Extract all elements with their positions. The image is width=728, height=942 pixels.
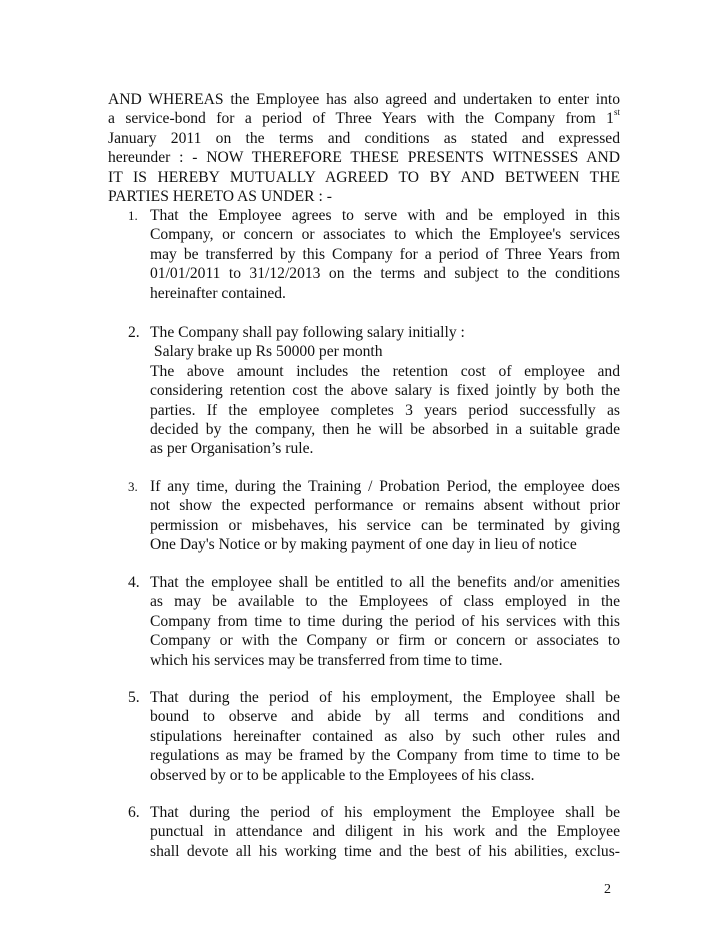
clause-number: 2.	[128, 324, 140, 341]
clause-number: 1.	[128, 208, 138, 223]
intro-paragraph	[108, 90, 620, 206]
clause-text	[150, 688, 620, 785]
clause-line: parties. If the employee completes 3 years period successfully as	[150, 401, 620, 419]
clause-line: regulations as may be framed by the Company from time to time to be	[150, 747, 620, 765]
clause-line: as per Organisation’s rule.	[150, 440, 314, 458]
clause-line: considering retention cost the above salary is fixed jointly by both the	[150, 382, 620, 400]
ordinal-superscript: st	[613, 107, 620, 118]
clause-line: permission or misbehaves, his service can be terminated by giving	[150, 516, 620, 534]
clause-line: The Company shall pay following salary initially :	[150, 324, 465, 341]
clause-line: That the employee shall be entitled to all the benefits and/or amenities	[150, 574, 620, 591]
intro-line: IT IS HEREBY MUTUALLY AGREED TO BY AND BETWEEN THE	[108, 168, 620, 186]
clause-text	[150, 323, 620, 459]
clause-text	[150, 206, 620, 303]
clause-number: 3.	[128, 479, 138, 494]
clause-line: bound to observe and abide by all terms and conditions and	[150, 708, 620, 726]
clause-text	[150, 573, 620, 670]
clause-line: Salary brake up Rs 50000 per month	[150, 343, 383, 361]
intro-line: hereunder : - NOW THEREFORE THESE PRESENTS WITNESSES AND	[108, 149, 620, 167]
clause-line: as may be available to the Employees of class employed in the	[150, 593, 620, 611]
intro-line: January 2011 on the terms and conditions as stated and expressed	[108, 129, 620, 147]
clause-number: 5.	[128, 689, 140, 706]
clause-line: Company, or concern or associates to which the Employee's services	[150, 226, 620, 244]
clause-line: That the Employee agrees to serve with and be employed in this	[150, 207, 620, 224]
page-number: 2	[604, 882, 611, 897]
clause-text	[150, 477, 620, 555]
clause-line: If any time, during the Training / Probation Period, the employee does	[150, 478, 620, 495]
clause-line: which his services may be transferred from time to time.	[150, 651, 503, 669]
clause-line: Company or with the Company or firm or concern or associates to	[150, 632, 620, 650]
clause-line: punctual in attendance and diligent in his work and the Employee	[150, 823, 620, 841]
intro-line: a service-bond for a period of Three Years with the Company from 1st	[108, 107, 620, 128]
clause-line: That during the period of his employment the Employee shall be	[150, 804, 620, 821]
clause-number: 6.	[128, 804, 140, 821]
clause-line: That during the period of his employment, the Employee shall be	[150, 689, 620, 706]
clause-line: decided by the company, then he will be absorbed in a suitable grade	[150, 421, 620, 439]
clause-line: One Day's Notice or by making payment of one day in lieu of notice	[150, 536, 577, 554]
clause-line: not show the expected performance or remains absent without prior	[150, 497, 620, 515]
clause-text	[150, 803, 620, 861]
clause-line: stipulations hereinafter contained as also by such other rules and	[150, 727, 620, 745]
intro-line: AND WHEREAS the Employee has also agreed and undertaken to enter into	[108, 91, 620, 108]
clause-line: may be transferred by this Company for a period of Three Years from	[150, 245, 620, 263]
clause-line: shall devote all his working time and the best of his abilities, exclus-	[150, 842, 620, 860]
clause-line: hereinafter contained.	[150, 284, 286, 302]
clause-line: The above amount includes the retention cost of employee and	[150, 362, 620, 380]
clause-line: observed by or to be applicable to the Employees of his class.	[150, 766, 535, 784]
clause-line: 01/01/2011 to 31/12/2013 on the terms and subject to the conditions	[150, 265, 620, 283]
intro-line: PARTIES HERETO AS UNDER : -	[108, 188, 332, 206]
clause-number: 4.	[128, 574, 140, 591]
clause-line: Company from time to time during the period of his services with this	[150, 612, 620, 630]
